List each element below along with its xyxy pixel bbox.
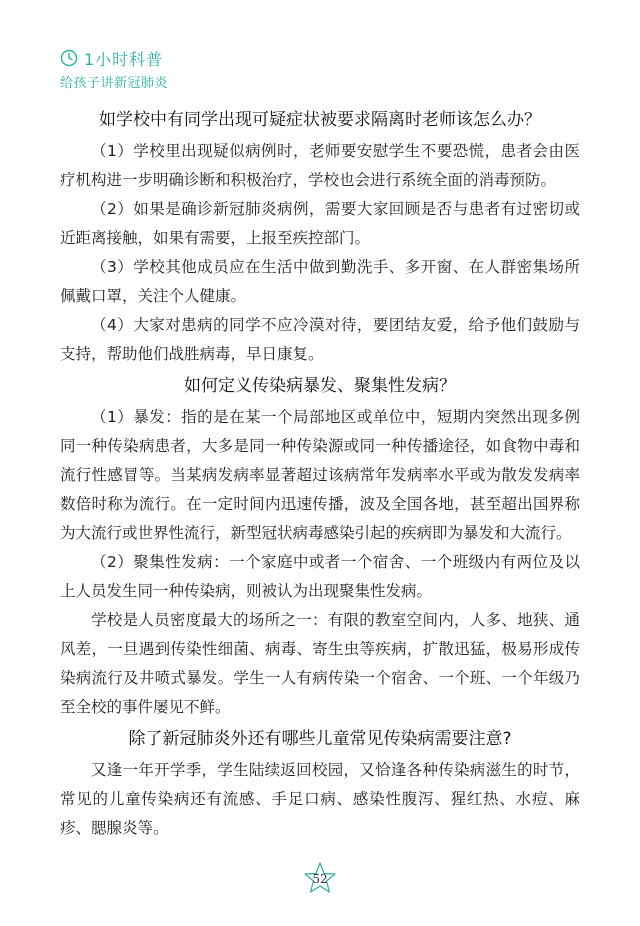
page-content (60, 103, 580, 843)
paragraph: 学校是人员密度最大的场所之一：有限的教室空间内，人多、地狭、通风差，一旦遇到传染性细菌、病毒、寄生虫等疾病，扩散迅猛，极易形成传染病流行及井喷式暴发。学生一人有病传染一个宿舍、一个班、一个年级乃至全校的事件屡见不鲜。 (60, 611, 580, 716)
paragraph: （2）聚集性发病：一个家庭中或者一个宿舍、一个班级内有两位及以上人员发生同一种传染病，则被认为出现聚集性发病。 (60, 553, 580, 600)
book-header (60, 47, 168, 91)
paragraph: 又逢一年开学季，学生陆续返回校园，又恰逢各种传染病滋生的时节，常见的儿童传染病还有流感、手足口病、感染性腹泻、猩红热、水痘、麻疹、腮腺炎等。 (60, 761, 580, 837)
paragraph: （2）如果是确诊新冠肺炎病例，需要大家回顾是否与患者有过密切或近距离接触，如果有需要，上报至疾控部门。 (60, 200, 580, 247)
paragraph: （3）学校其他成员应在生活中做到勤洗手、多开窗、在人群密集场所佩戴口罩，关注个人健康。 (60, 258, 580, 305)
header-subtitle: 给孩子讲新冠肺炎 (60, 76, 169, 91)
page-number-badge (303, 861, 337, 895)
header-title-row (60, 47, 168, 69)
paragraph: （1）学校里出现疑似病例时，老师要安慰学生不要恐慌，患者会由医疗机构进一步明确诊断和积极治疗，学校也会进行系统全面的消毒预防。 (60, 142, 580, 189)
page-number: 52 (312, 872, 328, 886)
clock-icon (60, 49, 78, 67)
paragraph: （4）大家对患病的同学不应冷漠对待，要团结友爱，给予他们鼓励与支持，帮助他们战胜病毒，早日康复。 (60, 316, 580, 363)
header-title: 1小时科普 (84, 49, 164, 69)
paragraph: （1）暴发：指的是在某一个局部地区或单位中，短期内突然出现多例同一种传染病患者，大多是同一种传染源或同一种传播途径，如食物中毒和流行性感冒等。当某病发病率显著超过该病常年发病率水平或为散发发病率数倍时称为流行。在一定时间内迅速传播，波及全国各地，甚至超出国界称为大流行或世界性流行，新型冠状病毒感染引起的疾病即为暴发和大流行。 (60, 408, 580, 542)
section-title: 如学校中有同学出现可疑症状被要求隔离时老师该怎么办？ (99, 110, 541, 130)
section-title: 除了新冠肺炎外还有哪些儿童常见传染病需要注意? (128, 729, 512, 749)
section-title: 如何定义传染病暴发、聚集性发病？ (184, 376, 456, 396)
